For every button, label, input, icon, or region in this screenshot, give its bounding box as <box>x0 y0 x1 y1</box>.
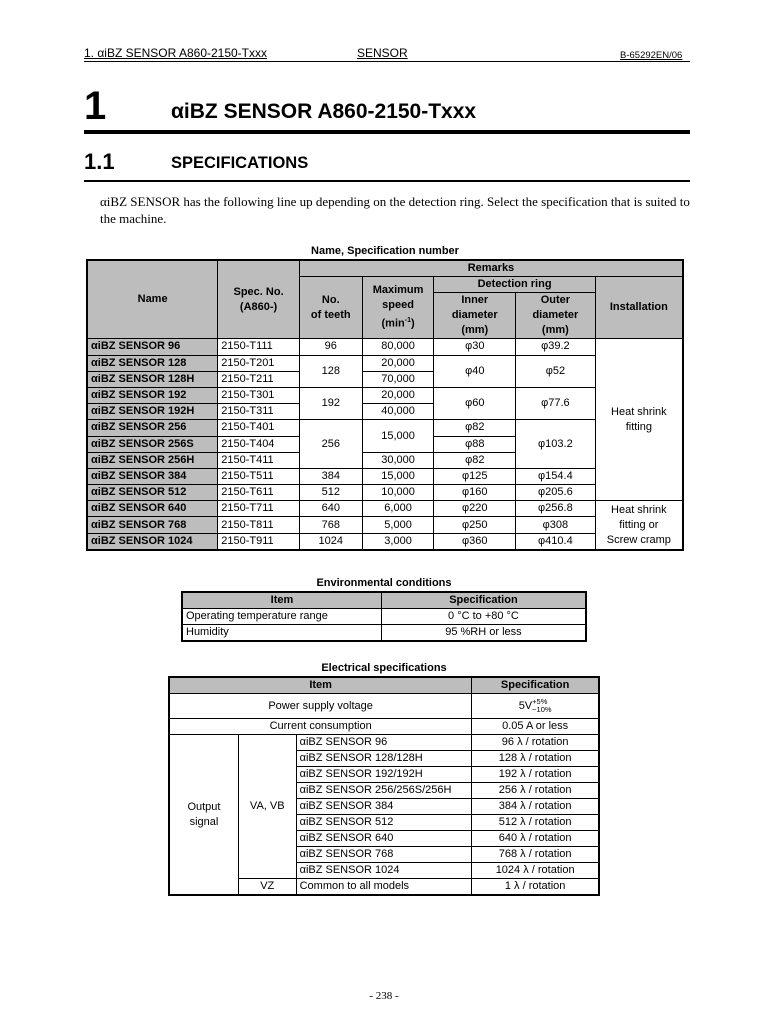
header-inner-diameter: Inner diameter (mm) <box>434 293 516 339</box>
chapter-rule <box>84 130 690 134</box>
table-row: αiBZ SENSOR 192 2150-T301 192 20,000 φ60 φ77.6 <box>87 387 683 403</box>
table-row: αiBZ SENSOR 128 2150-T201 128 20,000 φ40 φ52 <box>87 355 683 371</box>
table-row: Humidity 95 %RH or less <box>182 625 586 642</box>
header-outer-diameter: Outer diameter (mm) <box>516 293 596 339</box>
installation-heat-shrink-or-screw: Heat shrink fitting or Screw cramp <box>595 501 683 550</box>
power-supply-value: 5V+5% −10% <box>472 694 599 719</box>
table-row: αiBZ SENSOR 192H 2150-T311 40,000 <box>87 404 683 420</box>
output-signal-label: Output signal <box>169 735 238 896</box>
section-number: 1.1 <box>84 149 115 174</box>
va-vb-label: VA, VB <box>238 735 296 879</box>
header-rule <box>84 61 690 62</box>
elec-header-spec: Specification <box>472 677 599 694</box>
table-row: αiBZ SENSOR 128H 2150-T211 70,000 <box>87 371 683 387</box>
table-row: αiBZ SENSOR 640 2150-T711 640 6,000 φ220 φ256.8 Heat shrink fitting or Screw cramp <box>87 501 683 517</box>
running-header-section: SENSOR <box>357 46 408 60</box>
elec-table-caption: Electrical specifications <box>321 662 447 674</box>
table-row: αiBZ SENSOR 768 768 λ / rotation <box>169 847 599 863</box>
table-row: αiBZ SENSOR 192/192H 192 λ / rotation <box>169 767 599 783</box>
document-number: B-65292EN/06 <box>620 50 683 61</box>
table-row: αiBZ SENSOR 512 2150-T611 512 10,000 φ160 φ205.6 <box>87 485 683 501</box>
table-row: αiBZ SENSOR 384 2150-T511 384 15,000 φ125 φ154.4 <box>87 468 683 484</box>
section-title: SPECIFICATIONS <box>171 154 309 172</box>
table-row: αiBZ SENSOR 256H 2150-T411 30,000 φ82 <box>87 452 683 468</box>
table-row: Current consumption 0.05 A or less <box>169 719 599 735</box>
header-detection-ring: Detection ring <box>434 277 595 293</box>
table-row: αiBZ SENSOR 1024 1024 λ / rotation <box>169 863 599 879</box>
header-spec-no: Spec. No. (A860-) <box>218 260 300 339</box>
env-header-spec: Specification <box>381 592 586 609</box>
table-row: αiBZ SENSOR 128/128H 128 λ / rotation <box>169 751 599 767</box>
header-remarks: Remarks <box>299 260 683 277</box>
header-installation: Installation <box>595 277 683 339</box>
table-row: αiBZ SENSOR 96 2150-T111 96 80,000 φ30 φ39.2 Heat shrink fitting <box>87 339 683 355</box>
table-row: αiBZ SENSOR 256/256S/256H 256 λ / rotation <box>169 783 599 799</box>
running-header-title: 1. αiBZ SENSOR A860-2150-Txxx <box>84 46 268 60</box>
spec-table-caption: Name, Specification number <box>311 245 459 257</box>
table-row: VZ Common to all models 1 λ / rotation <box>169 879 599 896</box>
header-speed: Maximum speed $(\min^{-1})$ <box>362 277 434 339</box>
table-row: αiBZ SENSOR 640 640 λ / rotation <box>169 831 599 847</box>
section-rule <box>84 180 690 182</box>
header-teeth: No. of teeth <box>299 277 362 339</box>
environment-table <box>181 591 587 642</box>
table-row: Output signal VA, VB αiBZ SENSOR 96 96 λ / rotation <box>169 735 599 751</box>
electrical-table <box>168 676 600 896</box>
chapter-number: 1 <box>84 84 107 128</box>
table-row: αiBZ SENSOR 768 2150-T811 768 5,000 φ250 φ308 <box>87 517 683 533</box>
env-header-item: Item <box>182 592 381 609</box>
env-table-caption: Environmental conditions <box>316 577 452 589</box>
table-row: αiBZ SENSOR 512 512 λ / rotation <box>169 815 599 831</box>
intro-paragraph: αiBZ SENSOR has the following line up depending on the detection ring. Select the specification that is suited to the machine. <box>100 194 690 226</box>
installation-heat-shrink: Heat shrink fitting <box>595 339 683 501</box>
spec-table <box>86 259 684 551</box>
table-row: Operating temperature range 0 °C to +80 °C <box>182 609 586 625</box>
header-name: Name <box>87 260 218 339</box>
table-row: αiBZ SENSOR 1024 2150-T911 1024 3,000 φ360 φ410.4 <box>87 533 683 550</box>
table-row: αiBZ SENSOR 256 2150-T401 256 15,000 φ82 φ103.2 <box>87 420 683 436</box>
chapter-title: αiBZ SENSOR A860-2150-Txxx <box>171 100 477 123</box>
table-row: Power supply voltage 5V+5% −10% <box>169 694 599 719</box>
table-row: αiBZ SENSOR 384 384 λ / rotation <box>169 799 599 815</box>
elec-header-item: Item <box>169 677 472 694</box>
table-row: αiBZ SENSOR 256S 2150-T404 φ88 <box>87 436 683 452</box>
vz-label: VZ <box>238 879 296 896</box>
page-number: - 238 - <box>369 990 399 1002</box>
